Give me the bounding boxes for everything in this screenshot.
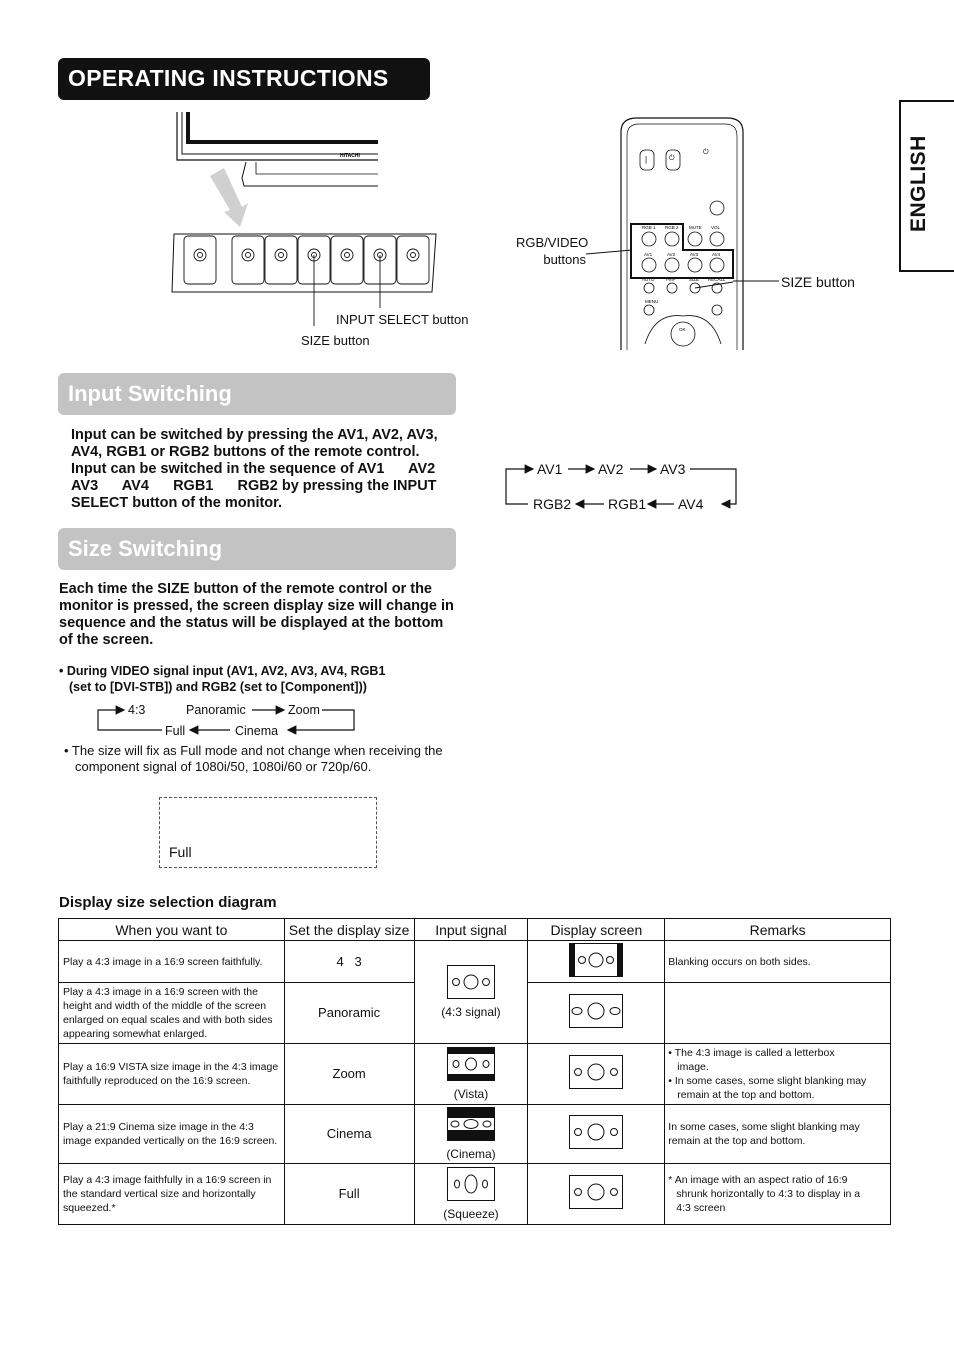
remarks-cell: In some cases, some slight blanking may remain at the top and bottom. xyxy=(665,1105,891,1164)
want-cell: Play a 4:3 image in a 16:9 screen faithfully. xyxy=(59,941,285,983)
input-signal-cell xyxy=(414,941,528,1044)
remote-key-label: AV2 xyxy=(667,252,676,257)
input-4-3-icon xyxy=(447,965,495,999)
text-line: • The size will fix as Full mode and not change when receiving the xyxy=(64,743,443,758)
text-line: AV3 AV4 RGB1 RGB2 by pressing the INPUT xyxy=(71,478,437,494)
display-screen-cell xyxy=(528,1105,665,1164)
text-line: SELECT button of the monitor. xyxy=(71,495,283,511)
size-fix-note xyxy=(64,743,464,775)
cycle-item-av3: AV3 xyxy=(660,461,686,477)
text-line: of the screen. xyxy=(59,632,154,648)
size-cycle-item-full: Full xyxy=(165,724,186,738)
set-size-cell: Full xyxy=(284,1164,414,1225)
remote-key-label: VOL xyxy=(711,225,721,230)
remote-key-label: MENU xyxy=(645,299,659,304)
column-header: Remarks xyxy=(665,919,891,941)
input-vista-icon xyxy=(447,1047,495,1081)
language-tab xyxy=(899,100,954,272)
input-signal-cell xyxy=(414,1164,528,1225)
remarks-cell xyxy=(665,1044,891,1105)
size-switching-heading: Size Switching xyxy=(58,528,456,570)
remarks-cell xyxy=(665,1164,891,1225)
set-size-cell: Cinema xyxy=(284,1105,414,1164)
brand-logo: HITACHI xyxy=(340,153,360,159)
set-size-cell: Panoramic xyxy=(284,983,414,1044)
table-row xyxy=(59,1105,891,1164)
want-cell: Play a 16:9 VISTA size image in the 4:3 image faithfully reproduced on the 16:9 screen. xyxy=(59,1044,285,1105)
osd-size-label: Full xyxy=(169,844,192,860)
cycle-item-rgb1: RGB1 xyxy=(608,496,647,512)
rgb-video-pointer-line xyxy=(586,244,636,264)
input-cinema-icon xyxy=(447,1107,495,1141)
size-switching-text xyxy=(59,581,459,649)
input-squeeze-icon xyxy=(447,1167,495,1201)
remote-key-label: AV4 xyxy=(712,252,721,257)
cycle-item-rgb2: RGB2 xyxy=(533,496,572,512)
text-line: component signal of 1080i/50, 1080i/60 or 720p/60. xyxy=(75,759,372,774)
table-header-row xyxy=(59,919,891,941)
size-cycle-diagram xyxy=(94,700,364,742)
text-line: Input can be switched by pressing the AV1, AV2, AV3, xyxy=(71,427,438,443)
display-cinema-icon xyxy=(569,1115,623,1149)
column-header: Input signal xyxy=(414,919,528,941)
remote-key-label: RGB 1 xyxy=(642,225,656,230)
cycle-item-av1: AV1 xyxy=(537,461,563,477)
selection-diagram-heading: Display size selection diagram xyxy=(59,894,277,911)
input-select-button-label: INPUT SELECT button xyxy=(336,312,469,327)
input-signal-cell xyxy=(414,1044,528,1105)
language-tab-label: ENGLISH xyxy=(907,135,930,232)
monitor-size-button-label: SIZE button xyxy=(301,333,370,348)
remote-key-label: SIZE xyxy=(689,277,700,282)
display-full-icon xyxy=(569,1175,623,1209)
column-header: Set the display size xyxy=(284,919,414,941)
remote-key-label: AV1 xyxy=(644,252,653,257)
column-header: Display screen xyxy=(528,919,665,941)
rgb-video-buttons-label xyxy=(516,235,589,267)
input-switching-text xyxy=(71,427,461,512)
remote-size-button-label: SIZE button xyxy=(781,274,855,290)
display-screen-cell xyxy=(528,1044,665,1105)
display-screen-cell xyxy=(528,941,665,983)
text-line: • During VIDEO signal input (AV1, AV2, AV3, AV4, RGB1 xyxy=(59,664,386,678)
display-4-3-icon xyxy=(569,943,623,977)
size-cycle-item-zoom: Zoom xyxy=(288,703,320,717)
remark-line: shrunk horizontally to 4:3 to display in a xyxy=(676,1188,861,1200)
remote-key-label: AUTO xyxy=(642,277,655,282)
remark-line: • In some cases, some slight blanking may xyxy=(668,1075,867,1087)
size-cycle-item-cinema: Cinema xyxy=(235,724,279,738)
remark-line: * An image with an aspect ratio of 16:9 xyxy=(668,1174,848,1186)
input-caption: (Squeeze) xyxy=(443,1207,499,1221)
input-cycle-diagram xyxy=(500,456,750,516)
main-power-icon: ⏻ xyxy=(703,149,709,156)
remote-key-label: RECALL xyxy=(708,277,726,282)
set-size-cell: Zoom xyxy=(284,1044,414,1105)
display-screen-cell xyxy=(528,1164,665,1225)
text-line: monitor is pressed, the screen display size will change in xyxy=(59,598,454,614)
standby-icon: | xyxy=(645,155,648,164)
remarks-cell xyxy=(665,983,891,1044)
input-caption: (Vista) xyxy=(453,1087,489,1101)
table-row xyxy=(59,941,891,983)
remarks-cell: Blanking occurs on both sides. xyxy=(665,941,891,983)
osd-preview-box xyxy=(159,797,377,868)
want-cell: Play a 21:9 Cinema size image in the 4:3 image expanded vertically on the 16:9 screen. xyxy=(59,1105,285,1164)
cycle-item-av4: AV4 xyxy=(678,496,704,512)
power-icon: ⏻ xyxy=(669,155,675,162)
input-caption: (Cinema) xyxy=(446,1147,496,1161)
remark-line: 4:3 screen xyxy=(676,1202,726,1214)
set-size-cell: 4 3 xyxy=(284,941,414,983)
remote-key-label: AV3 xyxy=(690,252,699,257)
want-cell: Play a 4:3 image faithfully in a 16:9 screen in the standard vertical size and horizontally squeezed.* xyxy=(59,1164,285,1225)
text-line: AV4, RGB1 or RGB2 buttons of the remote control. xyxy=(71,444,420,460)
remote-key-label: RGB 2 xyxy=(665,225,679,230)
table-row xyxy=(59,1044,891,1105)
remark-line: image. xyxy=(677,1061,709,1073)
remote-key-label: PinP xyxy=(666,277,676,282)
text-line: (set to [DVI-STB]) and RGB2 (set to [Component])) xyxy=(69,680,367,694)
input-caption: (4:3 signal) xyxy=(441,1005,501,1019)
remark-line: remain at the top and bottom. xyxy=(677,1089,815,1101)
remote-key-label: MUTE xyxy=(689,225,702,230)
page-title: OPERATING INSTRUCTIONS xyxy=(58,58,430,100)
want-cell: Play a 4:3 image in a 16:9 screen with the height and width of the middle of the screen enlarged on equal scales and with both sides appearing somewhat enlarged. xyxy=(59,983,285,1044)
text-line: Input can be switched in the sequence of AV1 AV2 xyxy=(71,461,436,477)
table-row xyxy=(59,1164,891,1225)
column-header: When you want to xyxy=(59,919,285,941)
remote-control-diagram xyxy=(615,112,755,352)
remote-key-label: OK xyxy=(679,327,686,332)
size-cycle-item-4-3: 4:3 xyxy=(128,703,146,717)
input-switching-heading: Input Switching xyxy=(58,373,456,415)
input-signal-cell xyxy=(414,1105,528,1164)
size-cycle-item-panoramic: Panoramic xyxy=(186,703,246,717)
cycle-item-av2: AV2 xyxy=(598,461,624,477)
text-line: Each time the SIZE button of the remote control or the xyxy=(59,581,432,597)
display-panoramic-icon xyxy=(569,994,623,1028)
display-screen-cell xyxy=(528,983,665,1044)
rgb-video-label-line: buttons xyxy=(543,252,586,267)
text-line: sequence and the status will be displayed at the bottom xyxy=(59,615,444,631)
display-zoom-icon xyxy=(569,1055,623,1089)
remark-line: • The 4:3 image is called a letterbox xyxy=(668,1047,835,1059)
remote-size-pointer-line xyxy=(733,276,781,286)
rgb-video-label-line: RGB/VIDEO xyxy=(516,235,589,250)
display-size-table xyxy=(58,918,891,1225)
video-signal-bullet xyxy=(59,663,459,695)
